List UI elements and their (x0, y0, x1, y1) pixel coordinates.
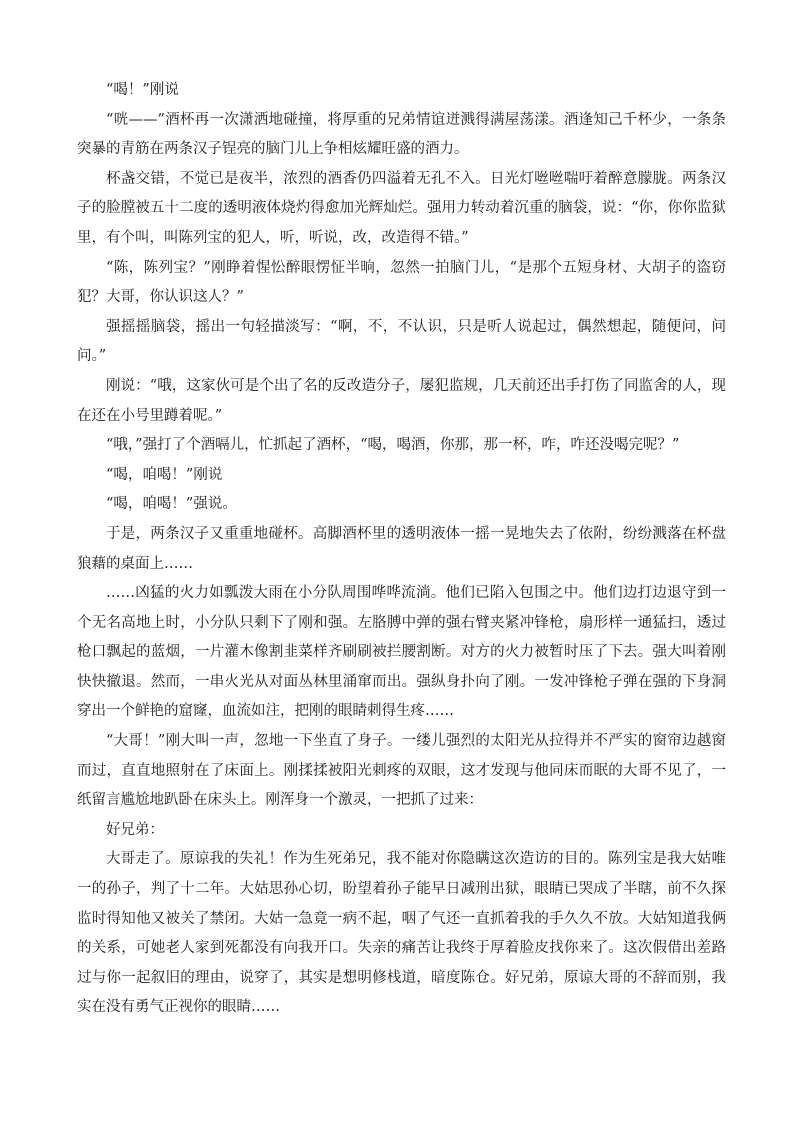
paragraph: “咣——”酒杯再一次潇洒地碰撞，将厚重的兄弟情谊迸溅得满屋荡漾。酒逢知己千杯少，一条条突暴的青筋在两条汉子锃亮的脑门儿上争相炫耀旺盛的酒力。 (77, 111, 726, 158)
paragraph: “喝！”刚说 (106, 82, 179, 98)
paragraph: “大哥！”刚大叫一声，忽地一下坐直了身子。一缕儿强烈的太阳光从拉得并不严实的窗帘边越窗而过，直直地照射在了床面上。刚揉揉被阳光刺疼的双眼，这才发现与他同床而眠的大哥不见了，一纸留言尴尬地趴卧在床头上。刚浑身一个激灵，一把抓了过来： (77, 733, 726, 809)
paragraph: “喝，咱喝！”刚说 (106, 466, 223, 483)
paragraph: 刚说：“哦，这家伙可是个出了名的反改造分子，屡犯监规，几天前还出手打伤了同监舍的人，现在还在小号里蹲着呢。” (77, 377, 726, 424)
paragraph: ……凶猛的火力如瓢泼大雨在小分队周围哗哗流淌。他们已陷入包围之中。他们边打边退守到一个无名高地上时，小分队只剩下了刚和强。左胳膊中弹的强右臂夹紧冲锋枪，扇形样一通猛扫，透过枪口飘起的蓝烟，一片灌木像割韭菜样齐刷刷被拦腰割断。对方的火力被暂时压了下去。强大叫着刚快快撤退。然而，一串火光从对面丛林里涌窜而出。强纵身扑向了刚。一发冲锋枪子弹在强的下身洞穿出一个鲜艳的窟窿，血流如注，把刚的眼睛刺得生疼…… (77, 585, 726, 720)
letter-salutation: 好兄弟： (106, 821, 164, 838)
letter-body: 大哥走了。原谅我的失礼！作为生死弟兄，我不能对你隐瞒这次造访的目的。陈列宝是我大姑唯一的孙子，判了十二年。大姑思孙心切，盼望着孙子能早日减刑出狱，眼睛已哭成了半瞎，前不久探监时得知他又被关了禁闭。大姑一急竟一病不起，咽了气还一直抓着我的手久久不放。大姑知道我俩的关系，可她老人家到死都没有向我开口。失亲的痛苦让我终于厚着脸皮找你来了。这次假借出差路过与你一起叙旧的理由，说穿了，其实是想明修栈道，暗度陈仓。好兄弟，原谅大哥的不辞而别，我实在没有勇气正视你的眼睛…… (77, 851, 726, 1016)
paragraph: “喝，咱喝！”强说。 (106, 496, 237, 513)
paragraph: “哦，”强打了个酒嗝儿，忙抓起了酒杯，“喝，喝酒，你那，那一杯，咋，咋还没喝完呢？” (106, 437, 680, 454)
paragraph: 强摇摇脑袋，摇出一句轻描淡写：“啊，不，不认识，只是听人说起过，偶然想起，随便问，问问。” (77, 318, 726, 365)
paragraph: 于是，两条汉子又重重地碰杯。高脚酒杯里的透明液体一摇一晃地失去了依附，纷纷溅落在杯盘狼藉的桌面上…… (77, 525, 726, 572)
paragraph: “陈，陈列宝？”刚睁着惺忪醉眼愣怔半晌，忽然一拍脑门儿，“是那个五短身材、大胡子的盗窃犯？大哥，你认识这人？” (77, 259, 726, 306)
paragraph: 杯盏交错，不觉已是夜半，浓烈的酒香仍四溢着无孔不入。日光灯咝咝喘吁着醉意朦胧。两条汉子的脸膛被五十二度的透明液体烧灼得愈加光辉灿烂。强用力转动着沉重的脑袋，说：“你，你你监狱里，有个叫，叫陈列宝的犯人，听，听说，改，改造得不错。” (77, 170, 726, 246)
document-page (77, 76, 726, 1023)
